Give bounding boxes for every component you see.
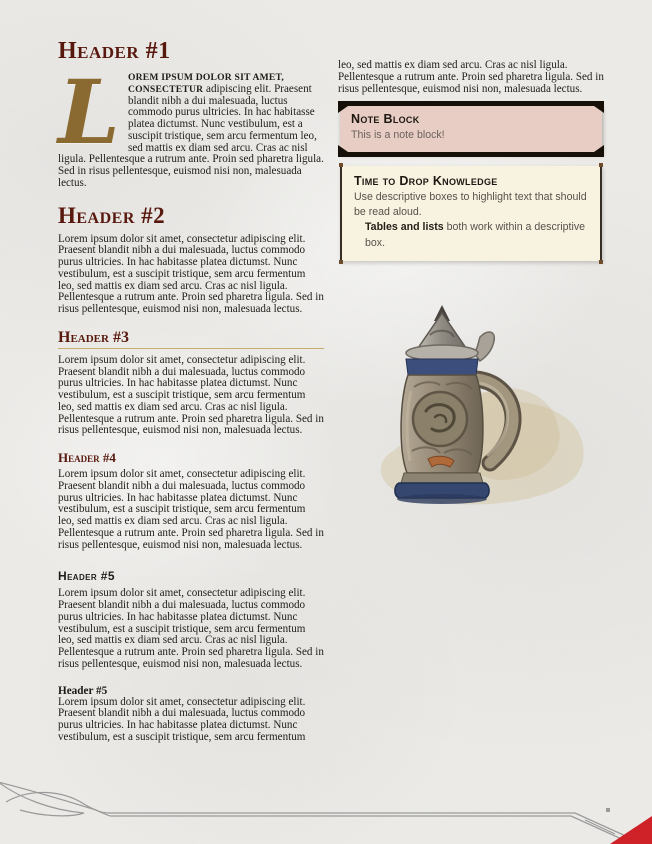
continuation-paragraph: leo, sed mattis ex diam sed arcu. Cras ac nisl ligula. Pellentesque a rutrum ante. Proin sed pharetra ligula. Sed in risus pellentesque, euismod nisi non, malesuada lectus.: [338, 59, 604, 95]
paragraph-truncated: Lorem ipsum dolor sit amet, consectetur adipiscing elit. Praesent blandit nibh a dui malesuada, luctus commodo purus ultricies. In hac habitasse platea dictumst. Nunc vestibulum, est a suscipit tristique, sem arcu fermentum: [58, 695, 306, 743]
footer-flourish-icon: [0, 782, 110, 816]
corner-dot: [599, 163, 603, 167]
corner-red-triangle: [610, 816, 652, 844]
descriptive-bold-lead: Tables and lists: [365, 221, 444, 234]
header-4: Header #4: [58, 450, 116, 465]
descriptive-box-line2: [354, 220, 588, 251]
header-2: Header #2: [58, 202, 166, 228]
descriptive-line2-rest: both work within a descriptive box.: [365, 221, 586, 249]
lead-text: adipiscing elit. Praesent blandit nibh a dui malesuada, luctus commodo purus ultricies. In hac habitasse platea dictumst. Nunc vestibulum, est a suscipit tristique, sem arcu fermentum leo, sed mattis ex diam sed arcu. Cras ac nisl ligula. Pellentesque a rutrum ante. Proin sed pharetra ligula. Sed in risus pellentesque, euismod nisi non, malesuada lectus.: [58, 82, 324, 189]
lead-smallcaps-text: OREM IPSUM DOLOR SIT AMET, CONSECTETUR: [128, 72, 284, 95]
note-block: [340, 105, 602, 152]
left-column: [58, 38, 324, 748]
lead-paragraph: [58, 60, 324, 190]
footer-square-dot: [606, 808, 610, 812]
note-banner-bar-bottom: [338, 152, 604, 157]
header-5: Header #5: [58, 569, 115, 584]
paragraph: Lorem ipsum dolor sit amet, consectetur adipiscing elit. Praesent blandit nibh a dui malesuada, luctus commodo purus ultricies. In hac habitasse platea dictumst. Nunc vestibulum, est a suscipit tristique, sem arcu fermentum leo, sed mattis ex diam sed arcu. Cras ac nisl ligula. Pellentesque a rutrum ante. Proin sed pharetra ligula. Sed in risus pellentesque, euismod nisi non, malesuada lectus.: [58, 468, 324, 551]
note-banner-bar-top: [338, 101, 604, 106]
right-column: [338, 60, 604, 518]
beer-stein-image: [338, 301, 604, 513]
descriptive-box-line1: Use descriptive boxes to highlight text that should be read aloud.: [354, 190, 587, 218]
corner-dot: [599, 260, 603, 264]
descriptive-box-title: Time to Drop Knowledge: [354, 173, 498, 188]
note-block-title: Note Block: [351, 112, 420, 127]
descriptive-box: [340, 166, 602, 261]
corner-dot: [339, 163, 343, 167]
paragraph: Lorem ipsum dolor sit amet, consectetur adipiscing elit. Praesent blandit nibh a dui malesuada, luctus commodo purus ultricies. In hac habitasse platea dictumst. Nunc vestibulum, est a suscipit tristique, sem arcu fermentum leo, sed mattis ex diam sed arcu. Cras ac nisl ligula. Pellentesque a rutrum ante. Proin sed pharetra ligula. Sed in risus pellentesque, euismod nisi non, malesuada lectus.: [58, 587, 324, 670]
header-5-bold: Header #5: [58, 684, 108, 697]
paragraph: Lorem ipsum dolor sit amet, consectetur adipiscing elit. Praesent blandit nibh a dui malesuada, luctus commodo purus ultricies. In hac habitasse platea dictumst. Nunc vestibulum, est a suscipit tristique, sem arcu fermentum leo, sed mattis ex diam sed arcu. Cras ac nisl ligula. Pellentesque a rutrum ante. Proin sed pharetra ligula. Sed in risus pellentesque, euismod nisi non, malesuada lectus.: [58, 232, 324, 315]
drop-cap-letter: L: [58, 60, 120, 164]
page-footer-ornament: [0, 780, 652, 844]
header-1: Header #1: [58, 38, 171, 64]
note-block-body: This is a note block!: [351, 129, 445, 142]
header-3: Header #3: [58, 329, 324, 349]
corner-dot: [339, 260, 343, 264]
paragraph: Lorem ipsum dolor sit amet, consectetur adipiscing elit. Praesent blandit nibh a dui malesuada, luctus commodo purus ultricies. In hac habitasse platea dictumst. Nunc vestibulum, est a suscipit tristique, sem arcu fermentum leo, sed mattis ex diam sed arcu. Cras ac nisl ligula. Pellentesque a rutrum ante. Proin sed pharetra ligula. Sed in risus pellentesque, euismod nisi non, malesuada lectus.: [58, 353, 324, 437]
